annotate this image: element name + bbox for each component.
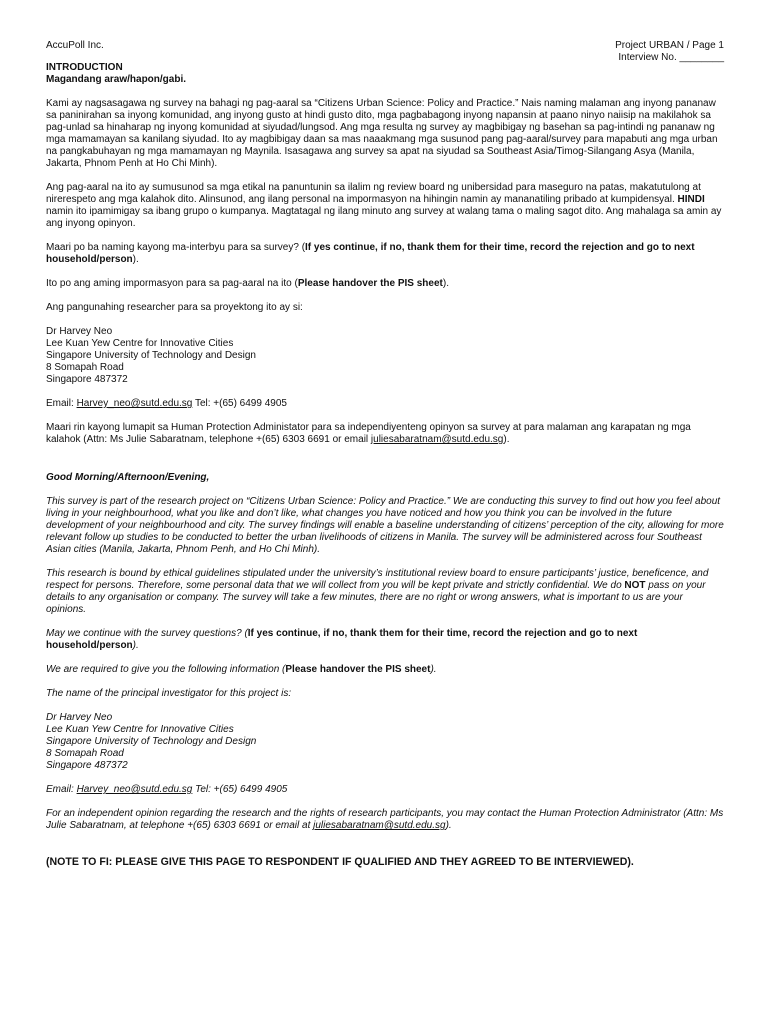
- filipino-paragraph-4: [46, 278, 724, 290]
- julie-email-link[interactable]: juliesabaratnam@sutd.edu.sg: [370, 434, 504, 445]
- contact-line: 8 Somapah Road: [46, 362, 124, 373]
- filipino-paragraph-1: Kami ay nagsasagawa ng survey na bahagi ng pag-aaral sa “Citizens Urban Science: Policy and Practice.” Nais naming malaman ang inyong pananaw sa paninirahan sa inyong komunidad, ang inyong gusto at hindi gusto dito, mga pagbabagong inyong napansin at paano ninyo naiisip na makilahok sa pag-unlad sa hinaharap ng inyong komunidad at siyudad/lungsod. Ang mga resulta ng survey ay magbibigay ng basehan sa pag-intindi ng pananaw ng mga mamamayan sa kanilang siyudad. Ito ay magbibigay daan sa mas naaakmang mga susunod pang pag-aaral/survey para mapabuti ang mga urban na pangkabuhayan ng mga mamamayan ng Maynila. Isasagawa ang survey sa apat na siyudad sa Southeast Asia/Timog-Silangang Asya (Manila, Jakarta, Phnom Penh at Ho Chi Minh).: [46, 98, 718, 169]
- filipino-p4-text-a: Ito po ang aming impormasyon para sa pag-aaral na ito (: [46, 278, 298, 289]
- english-p6-text-a: For an independent opinion regarding the research and the rights of research participants, you may contact the Human Protection Administrator (Attn: Ms Julie Sabaratnam, at telephone +(65) 6303 6691 or email at: [46, 808, 724, 831]
- english-paragraph-1: This survey is part of the research project on “Citizens Urban Science: Policy and Practice.” We are conducting this survey to find out how you feel about living in your neighbourhood, what you like and don’t like, what changes you have noticed and how you think you can be involved in the future development of your neighbourhood and city. The survey findings will enable a baseline understanding of citizens’ perception of the city, allowing for more relevant follow up studies to be conducted to better the urban livelihoods of citizens in Manila. The survey will be administered across four Southeast Asian cities (Manila, Jakarta, Phnom Penh, and Ho Chi Minh).: [46, 496, 724, 555]
- email-link[interactable]: Harvey_neo@sutd.edu.sg: [76, 398, 193, 409]
- filipino-paragraph-6: [46, 422, 724, 446]
- filipino-p3-text-c: ).: [132, 254, 139, 265]
- telephone-text: Tel: +(65) 6499 4905: [192, 398, 287, 409]
- contact-line: Singapore University of Technology and Design: [46, 736, 257, 747]
- contact-line: Dr Harvey Neo: [46, 712, 113, 723]
- english-email-line: [46, 784, 724, 796]
- page-header: [46, 36, 724, 62]
- english-p4-text-a: We are required to give you the following information (: [46, 664, 286, 675]
- english-p2-bold: NOT: [624, 580, 646, 591]
- english-p4-text-c: ).: [430, 664, 437, 675]
- interview-number-label: Interview No. ________: [618, 52, 724, 63]
- english-p3-text-a: May we continue with the survey questions? (: [46, 628, 248, 639]
- contact-line: Lee Kuan Yew Centre for Innovative Cities: [46, 338, 234, 349]
- filipino-p2-text-a: Ang pag-aaral na ito ay sumusunod sa mga etikal na panuntunin sa ilalim ng review board ng unibersidad para maseguro na patas, makatutulong at nirerespeto ang mga kalahok dito. Alinsunod, ang ilang personal na impormasyon na hihingin namin ay mananatiling pribado at kumpidensyal.: [46, 182, 701, 205]
- filipino-p2-bold: HINDI: [677, 194, 705, 205]
- contact-line: 8 Somapah Road: [46, 748, 124, 759]
- english-p2-text-b: pass on your details to any organisation or company. The survey will take a few minutes, there are no right or wrong answers, what is important to us are your opinions.: [46, 580, 706, 615]
- filipino-p2-text-b: namin ito ipamimigay sa ibang grupo o kumpanya. Magtatagal ng ilang minuto ang survey at walang tama o maling sagot dito. Ang mahalaga sa amin ay ang inyong opinyon.: [46, 206, 722, 229]
- company-name: AccuPoll Inc.: [46, 40, 104, 51]
- english-paragraph-3: [46, 628, 724, 652]
- filipino-p3-text-a: Maari po ba naming kayong ma-interbyu para sa survey? (: [46, 242, 306, 253]
- contact-line: Singapore 487372: [46, 374, 128, 385]
- english-p3-text-c: ).: [132, 640, 139, 651]
- filipino-contact-block: [46, 326, 724, 386]
- contact-line: Singapore University of Technology and Design: [46, 350, 256, 361]
- filipino-greeting: Magandang araw/hapon/gabi.: [46, 74, 187, 85]
- english-paragraph-4: [46, 664, 724, 676]
- english-greeting: Good Morning/Afternoon/Evening,: [46, 472, 210, 483]
- filipino-paragraph-5: Ang pangunahing researcher para sa proyektong ito ay si:: [46, 302, 303, 313]
- project-page-label: Project URBAN / Page 1: [615, 40, 724, 51]
- email-label: Email:: [46, 784, 77, 795]
- english-p6-text-c: ).: [445, 820, 452, 831]
- english-paragraph-6: [46, 808, 724, 832]
- header-right: [464, 40, 724, 64]
- filipino-p6-text-c: ).: [503, 434, 510, 445]
- english-paragraph-2: [46, 568, 724, 616]
- filipino-intro-heading: [46, 62, 724, 86]
- contact-line: Lee Kuan Yew Centre for Innovative Cities: [46, 724, 234, 735]
- filipino-p3-instruction: If yes continue, if no, thank them for their time, record the rejection and go to next household/person: [46, 242, 695, 265]
- english-paragraph-5: The name of the principal investigator for this project is:: [46, 688, 292, 699]
- english-contact-block: [46, 712, 724, 772]
- filipino-p4-text-c: ).: [442, 278, 449, 289]
- contact-line: Singapore 487372: [46, 760, 128, 771]
- english-p4-instruction: Please handover the PIS sheet: [285, 664, 431, 675]
- english-p2-text-a: This research is bound by ethical guidelines stipulated under the university’s institutional review board to ensure participants’ justice, beneficence, and respect for persons. Therefore, some personal data that we will collect from you will be kept private and strictly confidential. We do: [46, 568, 709, 591]
- filipino-email-line: [46, 398, 724, 410]
- filipino-paragraph-3: [46, 242, 724, 266]
- telephone-text: Tel: +(65) 6499 4905: [192, 784, 288, 795]
- email-link[interactable]: Harvey_neo@sutd.edu.sg: [76, 784, 193, 795]
- filipino-p4-instruction: Please handover the PIS sheet: [297, 278, 443, 289]
- introduction-heading: INTRODUCTION: [46, 62, 123, 73]
- julie-email-link[interactable]: juliesabaratnam@sutd.edu.sg: [313, 820, 446, 831]
- contact-line: Dr Harvey Neo: [46, 326, 113, 337]
- email-label: Email:: [46, 398, 77, 409]
- note-to-field-interviewer: (NOTE TO FI: PLEASE GIVE THIS PAGE TO RESPONDENT IF QUALIFIED AND THEY AGREED TO BE INTERVIEWED).: [46, 856, 634, 868]
- english-p3-instruction: If yes continue, if no, thank them for their time, record the rejection and go to next household/person: [46, 628, 638, 651]
- filipino-paragraph-2: [46, 182, 724, 230]
- filipino-p6-text-a: Maari rin kayong lumapit sa Human Protection Administator para sa independiyenteng opinyon sa survey at para malaman ang karapatan ng mga kalahok (Attn: Ms Julie Sabaratnam, telephone +(65) 6303 6691 or email: [46, 422, 691, 445]
